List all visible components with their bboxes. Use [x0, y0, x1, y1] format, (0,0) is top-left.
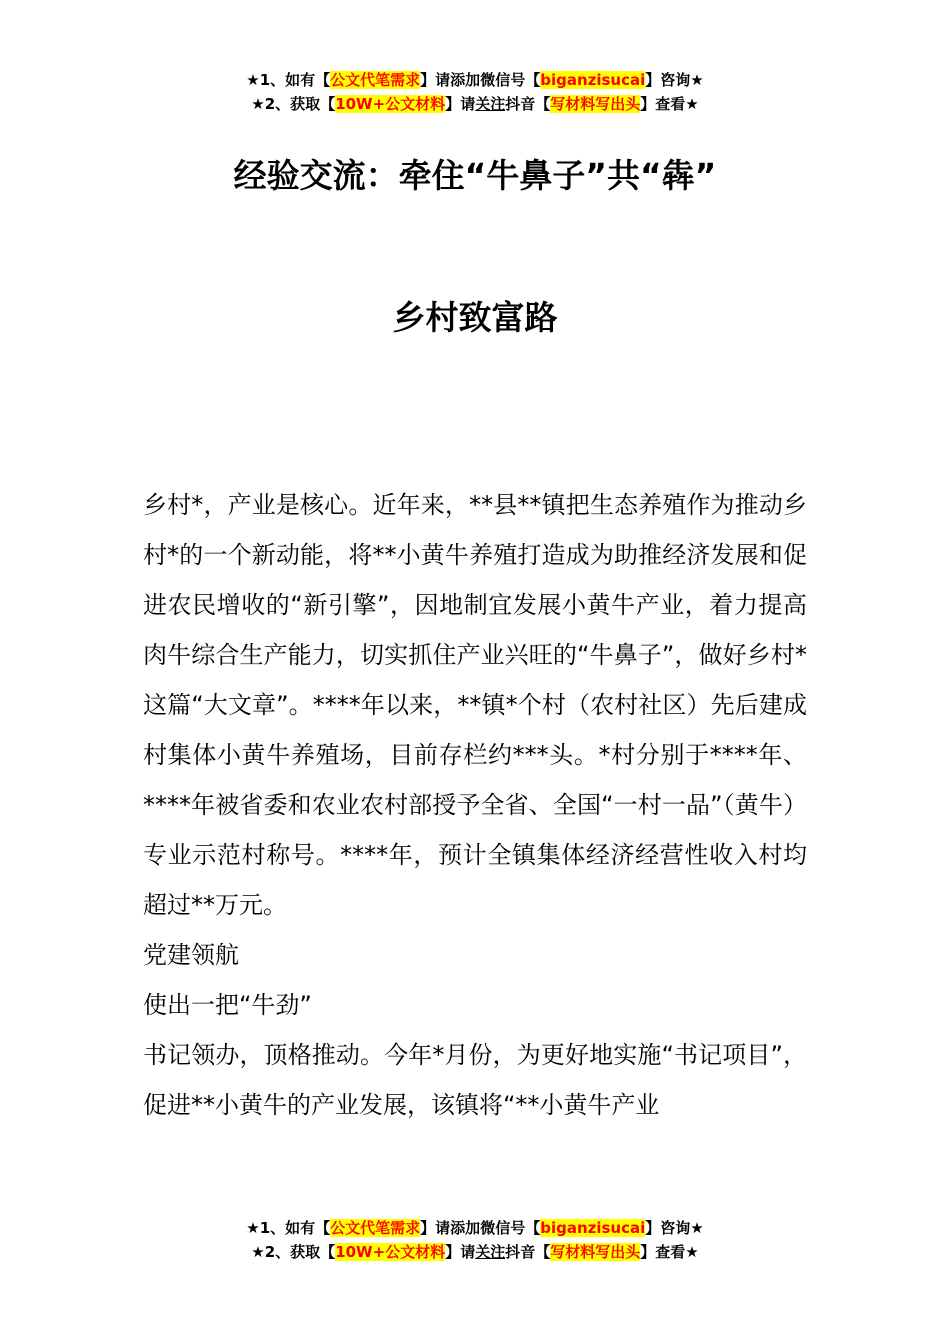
header-banner [0, 68, 950, 116]
banner-text: ★2、获取【 [251, 95, 336, 113]
banner-highlight: 10W+公文材料 [335, 1243, 446, 1261]
banner-line-2 [0, 1240, 950, 1264]
banner-text: 】请 [445, 95, 476, 113]
banner-highlight: 10W+公文材料 [335, 95, 446, 113]
banner-underlined: 关注 [475, 1243, 506, 1261]
banner-highlight: biganzisucai [540, 1219, 646, 1237]
banner-text: 微信号【 [480, 1219, 541, 1237]
banner-line-1 [0, 68, 950, 92]
banner-highlight: 写材料写出头 [550, 95, 641, 113]
banner-underlined: 关注 [475, 95, 506, 113]
page-title-line-2: 乡村致富路 [392, 298, 558, 337]
footer-banner [0, 1216, 950, 1264]
banner-text: 抖音【 [505, 1243, 551, 1261]
banner-text: 】查看★ [640, 1243, 699, 1261]
banner-highlight: 公文代笔需求 [330, 71, 421, 89]
body-paragraph: 书记领办，顶格推动。今年*月份，为更好地实施“书记项目”，促进**小黄牛的产业发展，该镇将“**小黄牛产业 [143, 1041, 807, 1119]
banner-text: ★1、如有【 [246, 71, 331, 89]
page-title-line-1: 经验交流：牵住“牛鼻子”共“犇” [233, 156, 717, 195]
banner-text: 】请添加 [420, 71, 481, 89]
banner-text: 抖音【 [505, 95, 551, 113]
banner-text: 】请添加 [420, 1219, 481, 1237]
document-body [143, 480, 807, 1130]
banner-text: ★2、获取【 [251, 1243, 336, 1261]
banner-text: 微信号【 [480, 71, 541, 89]
body-paragraph: 乡村*，产业是核心。近年来，**县**镇把生态养殖作为推动乡村*的一个新动能，将**小黄牛养殖打造成为助推经济发展和促进农民增收的“新引擎”，因地制宜发展小黄牛产业，着力提高肉牛综合生产能力，切实抓住产业兴旺的“牛鼻子”，做好乡村*这篇“大文章”。****年以来，**镇*个村（农村社区）先后建成村集体小黄牛养殖场，目前存栏约***头。*村分别于****年、****年被省委和农业农村部授予全省、全国“一村一品”（黄牛）专业示范村称号。****年，预计全镇集体经济经营性收入村均超过**万元。 [143, 491, 807, 919]
banner-highlight: biganzisucai [540, 71, 646, 89]
banner-highlight: 写材料写出头 [550, 1243, 641, 1261]
banner-line-2 [0, 92, 950, 116]
banner-text: 】咨询★ [645, 1219, 704, 1237]
banner-line-1 [0, 1216, 950, 1240]
banner-text: 】咨询★ [645, 71, 704, 89]
banner-highlight: 公文代笔需求 [330, 1219, 421, 1237]
section-heading: 党建领航 [143, 941, 239, 969]
banner-text: 】请 [445, 1243, 476, 1261]
section-subheading: 使出一把“牛劲” [143, 991, 312, 1019]
banner-text: ★1、如有【 [246, 1219, 331, 1237]
banner-text: 】查看★ [640, 95, 699, 113]
